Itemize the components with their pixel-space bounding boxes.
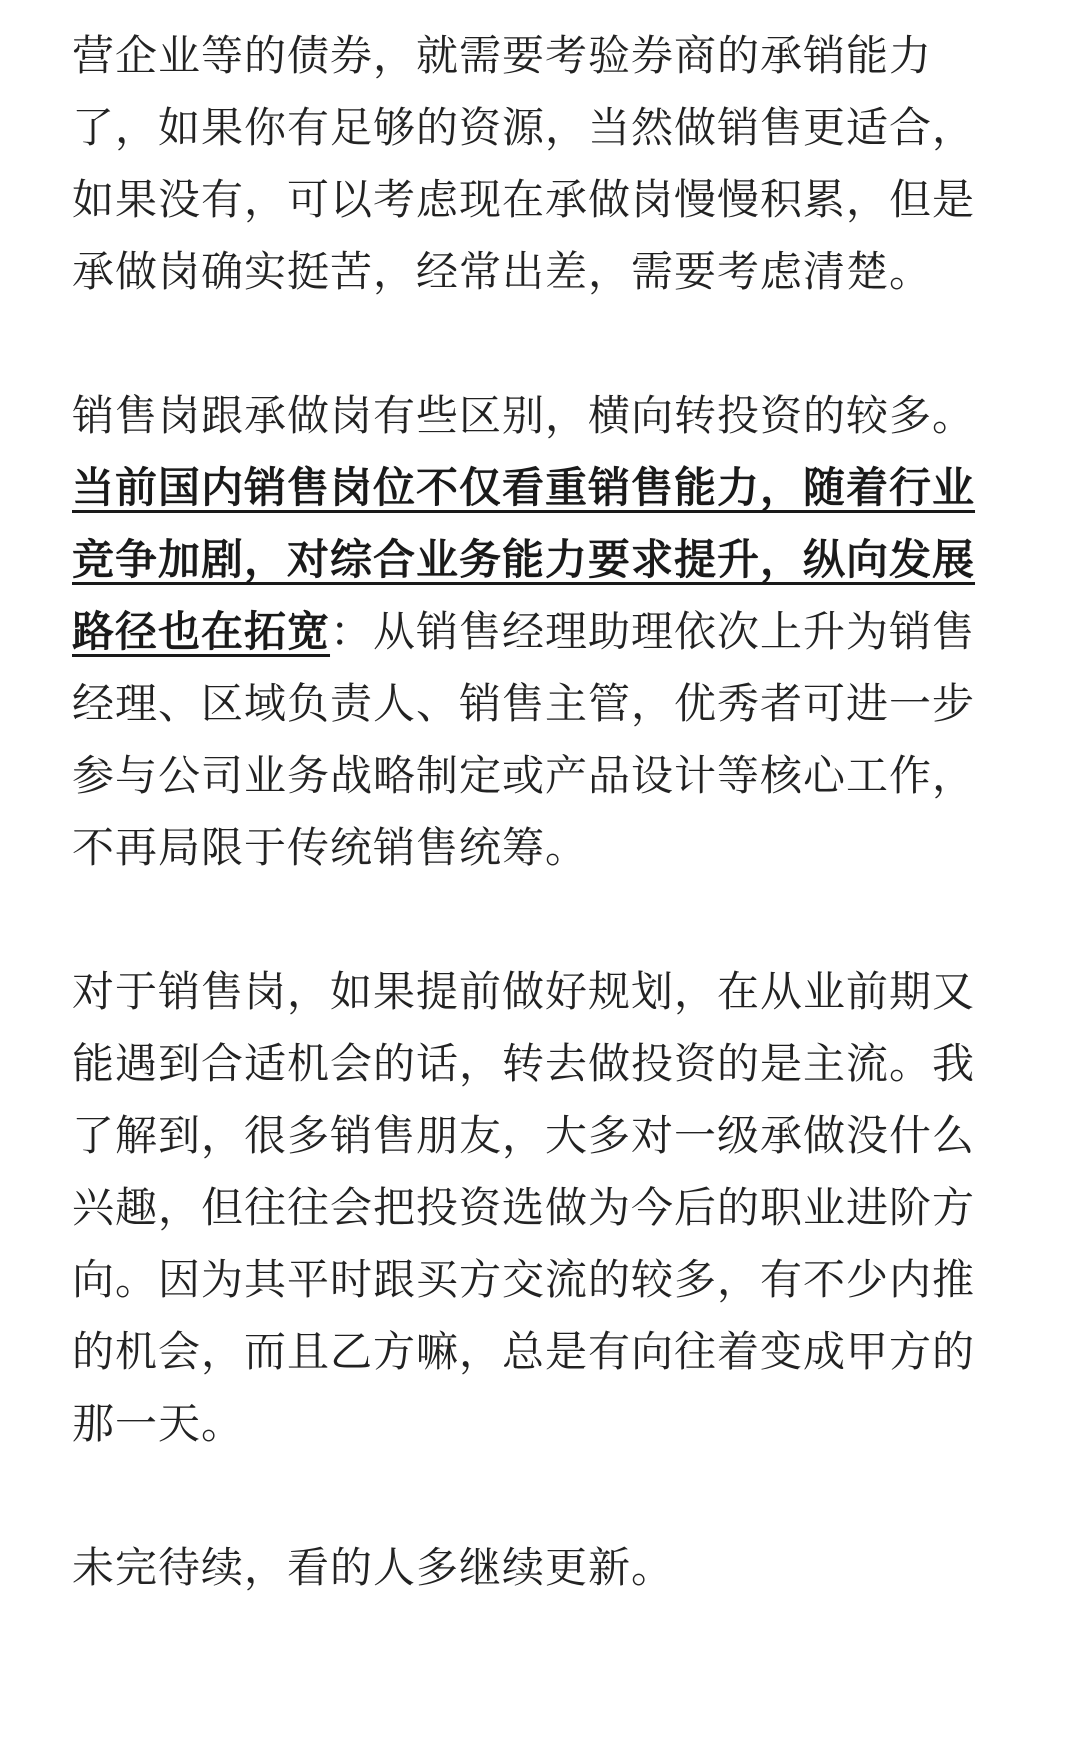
paragraph-underwriting	[72, 20, 1012, 308]
emphasis-text: 当前国内销售岗位不仅看重销售能力，随着行业竞争加剧，对综合业务能力要求提升，纵向发展路径也在拓宽	[72, 463, 976, 656]
paragraph-text: 对于销售岗，如果提前做好规划，在从业前期又能遇到合适机会的话，转去做投资的是主流。我了解到，很多销售朋友，大多对一级承做没什么兴趣，但往往会把投资选做为今后的职业进阶方向。因为其平时跟买方交流的较多，有不少内推的机会，而且乙方嘛，总是有向往着变成甲方的那一天。	[72, 967, 976, 1448]
paragraph-text: 未完待续，看的人多继续更新。	[72, 1543, 675, 1592]
paragraph-sales-career	[72, 956, 1012, 1460]
article-body	[72, 0, 1012, 1604]
paragraph-text-after: ：从销售经理助理依次上升为销售经理、区域负责人、销售主管，优秀者可进一步参与公司业务战略制定或产品设计等核心工作，不再局限于传统销售统筹。	[72, 607, 976, 872]
paragraph-to-be-continued	[72, 1532, 1012, 1604]
paragraph-text: 营企业等的债券，就需要考验券商的承销能力了，如果你有足够的资源，当然做销售更适合，如果没有，可以考虑现在承做岗慢慢积累，但是承做岗确实挺苦，经常出差，需要考虑清楚。	[72, 31, 976, 296]
paragraph-sales-vs-underwriting	[72, 380, 1012, 884]
paragraph-text-before: 销售岗跟承做岗有些区别，横向转投资的较多。	[72, 391, 976, 440]
